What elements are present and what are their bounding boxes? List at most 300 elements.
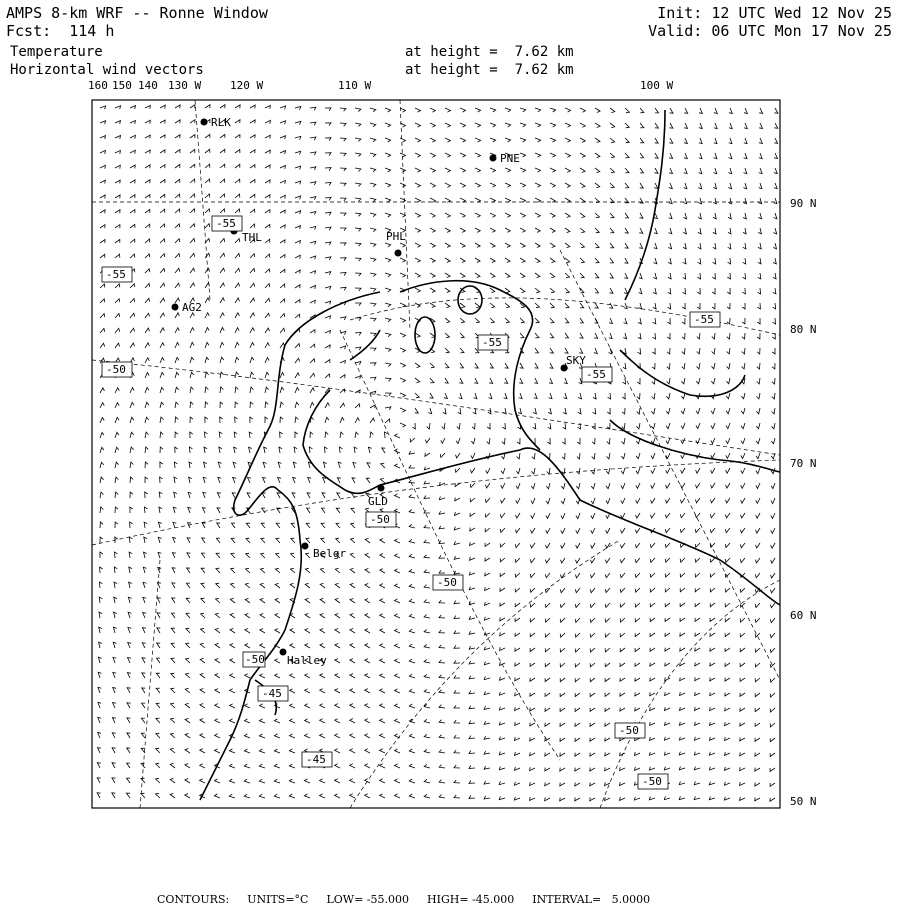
wind-barb xyxy=(115,210,120,214)
wind-barb xyxy=(485,543,490,547)
wind-barb xyxy=(325,257,331,260)
wind-barb xyxy=(490,198,495,202)
wind-barb xyxy=(713,168,716,174)
wind-barb xyxy=(575,663,580,667)
wind-barb xyxy=(385,378,391,381)
wind-barb xyxy=(310,197,316,200)
wind-barb xyxy=(505,138,511,142)
wind-barb xyxy=(409,495,415,498)
wind-barb xyxy=(650,543,655,548)
wind-barb xyxy=(725,588,730,592)
wind-barb xyxy=(250,372,254,378)
wind-barb xyxy=(295,285,300,289)
wind-barb xyxy=(409,794,415,798)
wind-barb xyxy=(709,752,715,755)
wind-barb xyxy=(714,108,717,114)
wind-barb xyxy=(100,432,104,438)
wind-barb xyxy=(235,402,238,408)
wind-barb xyxy=(445,168,450,172)
wind-barb xyxy=(771,573,776,578)
plot-title: AMPS 8-km WRF -- Ronne Window xyxy=(6,4,268,22)
wind-barb xyxy=(771,483,775,489)
wind-barb xyxy=(355,376,361,379)
wind-barb xyxy=(610,168,614,173)
coastline-islands xyxy=(620,350,745,396)
wind-barb xyxy=(409,734,415,738)
wind-barb xyxy=(590,723,595,727)
lon-line-100 xyxy=(560,250,780,680)
wind-barb xyxy=(274,719,280,723)
wind-barb xyxy=(560,693,565,697)
wind-barb xyxy=(100,180,105,184)
wind-barb xyxy=(189,447,192,453)
wind-barb xyxy=(469,676,475,679)
wind-barb xyxy=(244,749,250,753)
wind-barb xyxy=(336,508,340,513)
wind-barb xyxy=(265,135,270,139)
wind-barb xyxy=(773,228,776,234)
wind-barb xyxy=(340,168,346,171)
wind-barb xyxy=(773,243,776,249)
wind-barb xyxy=(709,782,715,785)
units-label: UNITS=°C xyxy=(247,893,309,906)
wind-barb xyxy=(590,648,595,652)
wind-barb xyxy=(322,493,326,498)
wind-barb xyxy=(549,378,552,384)
wind-barb xyxy=(773,303,776,309)
wind-barb xyxy=(97,778,101,783)
wind-barb xyxy=(380,704,385,708)
wind-barb xyxy=(728,228,731,234)
wind-barb xyxy=(593,393,596,399)
wind-barb xyxy=(504,393,507,399)
wind-barb xyxy=(469,706,475,709)
wind-barb xyxy=(606,483,610,489)
wind-barb xyxy=(428,408,431,414)
wind-barb xyxy=(380,779,385,783)
wind-barb xyxy=(355,404,360,408)
wind-barb xyxy=(310,212,316,215)
contour-label-box xyxy=(302,752,332,767)
wind-barb xyxy=(275,629,280,633)
wind-barb xyxy=(230,659,235,663)
wind-barb xyxy=(190,372,194,378)
wind-barb xyxy=(250,269,255,274)
wind-barb xyxy=(400,348,406,352)
wind-barb xyxy=(325,301,331,304)
wind-barb xyxy=(97,763,101,768)
wind-barb xyxy=(220,372,224,378)
wind-barb xyxy=(100,537,103,543)
wind-barb xyxy=(475,363,479,368)
wind-barb xyxy=(370,288,376,292)
wind-barb xyxy=(100,552,103,558)
wind-barb xyxy=(157,613,161,618)
wind-barb xyxy=(335,674,340,678)
wind-barb xyxy=(505,228,510,232)
wind-barb xyxy=(681,378,685,384)
wind-barb xyxy=(580,258,584,263)
wind-barb xyxy=(380,599,385,603)
wind-barb xyxy=(100,136,106,139)
wind-barb xyxy=(325,153,331,156)
wind-barb xyxy=(290,719,296,723)
wind-barb xyxy=(595,213,600,218)
wind-barb xyxy=(504,378,508,383)
wind-barb xyxy=(623,378,626,384)
wind-barb xyxy=(355,228,361,231)
wind-barb xyxy=(325,168,331,171)
wind-barb xyxy=(409,629,415,633)
wind-barb xyxy=(505,273,510,278)
wind-barb xyxy=(682,363,685,369)
wind-barb xyxy=(310,182,316,185)
wind-barb xyxy=(501,498,506,503)
wind-barb xyxy=(380,554,385,558)
wind-barb xyxy=(425,453,430,457)
wind-barb xyxy=(409,674,415,678)
wind-barb xyxy=(651,498,656,503)
wind-barb xyxy=(190,135,195,139)
wind-barb xyxy=(380,689,385,693)
wind-barb xyxy=(770,783,775,787)
wind-barb xyxy=(490,138,496,142)
wind-barb xyxy=(190,357,194,363)
wind-barb xyxy=(580,123,585,127)
wind-barb xyxy=(533,423,536,429)
wind-barb xyxy=(460,123,466,127)
wind-barb xyxy=(424,779,430,783)
wind-barb xyxy=(232,493,236,498)
wind-barb xyxy=(595,303,599,308)
wind-barb xyxy=(355,258,361,261)
wind-barb xyxy=(202,508,205,513)
wind-barb xyxy=(580,183,585,188)
wind-barb xyxy=(505,183,511,187)
wind-barb xyxy=(680,603,685,607)
wind-barb xyxy=(229,749,235,753)
wind-barb xyxy=(128,627,131,633)
wind-barb xyxy=(246,553,250,558)
wind-barb xyxy=(594,348,597,354)
wind-barb xyxy=(650,558,655,562)
wind-barb xyxy=(350,553,355,558)
contour-label-box xyxy=(478,335,508,350)
wind-barb xyxy=(175,417,178,423)
wind-barb xyxy=(684,123,688,128)
wind-barb xyxy=(636,453,640,459)
wind-barb xyxy=(484,736,490,739)
wind-barb xyxy=(142,703,146,708)
wind-barb xyxy=(515,752,521,755)
wind-barb xyxy=(679,752,685,755)
wind-barb xyxy=(249,432,252,438)
wind-barb xyxy=(395,614,401,618)
wind-barb xyxy=(698,198,701,204)
wind-barb xyxy=(560,588,565,593)
wind-barb xyxy=(445,318,450,323)
wind-barb xyxy=(545,753,550,757)
lat-label-90: 90 N xyxy=(790,197,817,210)
wind-barb xyxy=(205,224,210,228)
wind-barb xyxy=(295,196,301,199)
wind-barb xyxy=(130,417,134,423)
wind-barb xyxy=(484,721,490,724)
wind-barb xyxy=(160,387,164,393)
wind-barb xyxy=(666,498,671,503)
wind-barb xyxy=(355,273,361,276)
wind-barb xyxy=(175,164,180,168)
wind-barb xyxy=(681,438,685,444)
wind-barb xyxy=(127,703,131,708)
wind-barb xyxy=(235,150,240,154)
wind-barb xyxy=(699,168,702,174)
wind-barb xyxy=(385,348,391,352)
contour-label-box xyxy=(366,512,396,527)
wind-barb xyxy=(439,541,445,544)
wind-barb xyxy=(499,752,505,755)
wind-barb xyxy=(204,462,207,468)
wind-barb xyxy=(610,123,615,128)
wind-barb xyxy=(336,523,340,528)
wind-barb xyxy=(232,523,236,528)
wind-barb xyxy=(250,180,255,184)
wind-barb xyxy=(580,273,584,278)
wind-barb xyxy=(454,720,460,723)
wind-barb xyxy=(456,438,460,444)
wind-barb xyxy=(755,603,760,608)
wind-barb xyxy=(664,737,670,740)
wind-barb xyxy=(565,243,570,248)
wind-barb xyxy=(535,228,540,232)
wind-barb xyxy=(145,254,150,258)
wind-barb xyxy=(550,288,555,293)
wind-barb xyxy=(145,358,149,363)
wind-barb xyxy=(579,348,582,353)
wind-barb xyxy=(770,798,775,802)
wind-barb xyxy=(409,704,415,708)
wind-barb xyxy=(305,734,311,738)
wind-barb xyxy=(694,782,700,785)
wind-barb xyxy=(505,198,511,202)
wind-barb xyxy=(530,603,535,607)
wind-barb xyxy=(550,123,556,127)
wind-barb xyxy=(424,600,430,604)
wind-barb xyxy=(185,703,190,708)
wind-barb xyxy=(445,183,450,187)
wind-barb xyxy=(635,752,641,756)
wind-barb xyxy=(560,603,565,608)
lat-line-60 xyxy=(92,460,780,545)
wind-barb xyxy=(355,123,361,127)
wind-barb xyxy=(740,558,745,563)
wind-barb xyxy=(607,408,610,414)
wind-barb xyxy=(682,333,685,339)
wind-barb xyxy=(774,108,778,113)
wind-barb xyxy=(127,763,131,768)
wind-barb xyxy=(565,258,570,263)
wind-barb xyxy=(215,643,220,648)
wind-barb xyxy=(310,373,315,378)
wind-barb xyxy=(130,313,135,318)
wind-barb xyxy=(550,363,553,368)
wind-barb xyxy=(460,273,465,278)
wind-barb xyxy=(190,120,195,124)
wind-barb xyxy=(757,393,761,399)
wind-barb xyxy=(726,498,731,503)
wind-barb xyxy=(459,378,463,383)
wind-barb xyxy=(490,258,495,263)
wind-barb xyxy=(415,123,421,127)
wind-barb xyxy=(636,513,641,518)
wind-barb xyxy=(175,343,179,349)
wind-barb xyxy=(170,733,175,738)
wind-barb xyxy=(756,528,761,533)
wind-barb xyxy=(610,138,615,143)
wind-barb xyxy=(350,659,355,663)
contour-label-box xyxy=(258,686,288,701)
svg-text:-50: -50 xyxy=(619,724,639,737)
wind-barb xyxy=(445,123,451,127)
wind-barb xyxy=(740,633,745,637)
wind-barb xyxy=(485,558,490,562)
wind-barb xyxy=(697,333,700,339)
wind-barb xyxy=(325,360,330,364)
wind-barb xyxy=(635,648,640,652)
wind-barb xyxy=(280,136,286,139)
wind-barb xyxy=(185,718,190,723)
wind-barb xyxy=(710,722,716,725)
wind-barb xyxy=(439,497,445,500)
wind-barb xyxy=(500,558,505,562)
wind-barb xyxy=(500,677,506,680)
wind-barb xyxy=(430,378,434,383)
wind-barb xyxy=(335,614,340,619)
wind-barb xyxy=(160,135,165,139)
wind-barb xyxy=(265,328,270,333)
wind-barb xyxy=(395,764,401,768)
wind-barb xyxy=(636,468,640,474)
lon-tick-labels xyxy=(88,79,673,92)
wind-barb xyxy=(305,598,310,603)
wind-barb xyxy=(560,753,565,757)
wind-barb xyxy=(126,793,130,798)
wind-barb xyxy=(340,360,345,363)
wind-barb xyxy=(220,357,224,363)
wind-barb xyxy=(520,273,525,278)
wind-barb xyxy=(400,333,406,337)
wind-barb xyxy=(175,105,180,109)
wind-barb xyxy=(439,645,445,648)
wind-barb xyxy=(755,723,760,727)
wind-barb xyxy=(220,253,225,258)
wind-barb xyxy=(454,631,460,634)
wind-barb xyxy=(400,393,406,397)
wind-barb xyxy=(726,408,730,414)
wind-barb xyxy=(545,723,550,727)
wind-barb xyxy=(640,213,644,218)
wind-barb xyxy=(755,573,760,578)
wind-barb xyxy=(265,150,270,154)
wind-barb xyxy=(728,213,731,219)
wind-barb xyxy=(711,453,715,458)
wind-barb xyxy=(157,658,161,663)
wind-barb xyxy=(350,719,355,723)
wind-barb xyxy=(665,618,670,622)
height-label-2: at height = 7.62 km xyxy=(405,62,574,78)
wind-barb xyxy=(129,552,132,558)
wind-barb xyxy=(605,648,610,652)
wind-barb xyxy=(325,242,331,245)
wind-barb xyxy=(439,555,445,558)
wind-barb xyxy=(669,183,672,189)
wind-barb xyxy=(187,553,191,558)
wind-barb xyxy=(100,522,103,528)
wind-barb xyxy=(335,734,340,738)
wind-barb xyxy=(265,195,270,199)
wind-barb xyxy=(365,719,370,723)
wind-barb xyxy=(460,168,465,172)
wind-barb xyxy=(575,753,580,757)
wind-barb xyxy=(130,195,135,199)
wind-barb xyxy=(709,797,715,800)
wind-barb xyxy=(640,168,644,173)
wind-barb xyxy=(200,749,205,753)
wind-barb xyxy=(265,180,270,183)
wind-barb xyxy=(724,797,730,800)
wind-barb xyxy=(424,467,430,470)
wind-barb xyxy=(575,603,580,608)
wind-barb xyxy=(550,183,555,187)
wind-barb xyxy=(710,603,715,607)
wind-barb xyxy=(160,180,165,184)
wind-barb xyxy=(595,123,600,128)
wind-barb xyxy=(365,779,370,783)
wind-barb xyxy=(250,343,254,349)
wind-barb xyxy=(771,558,775,563)
wind-barb xyxy=(98,717,101,723)
wind-barb xyxy=(725,603,730,607)
contour-label-box xyxy=(212,216,242,231)
wind-barb xyxy=(400,183,406,187)
wind-barb xyxy=(665,648,670,652)
wind-barb xyxy=(655,108,659,113)
wind-barb xyxy=(415,378,420,383)
wind-barb xyxy=(185,733,190,738)
wind-barb xyxy=(115,328,120,333)
wind-barb xyxy=(471,453,475,458)
wind-barb xyxy=(430,138,435,142)
wind-barb xyxy=(565,303,569,308)
wind-barb xyxy=(395,719,401,723)
contour-label-box xyxy=(690,312,720,327)
wind-barb xyxy=(725,678,730,682)
wind-barb xyxy=(244,779,250,783)
wind-barb xyxy=(546,543,551,548)
wind-barb xyxy=(175,150,180,154)
wind-barb xyxy=(130,447,134,453)
wind-barb xyxy=(741,408,745,414)
wind-barb xyxy=(713,243,716,249)
wind-barb xyxy=(535,108,541,112)
wind-barb xyxy=(757,363,760,369)
wind-barb xyxy=(772,363,775,369)
wind-barb xyxy=(485,513,490,517)
wind-barb xyxy=(415,408,419,413)
wind-barb xyxy=(142,628,145,633)
wind-barb xyxy=(217,523,221,528)
wind-barb xyxy=(262,508,266,513)
